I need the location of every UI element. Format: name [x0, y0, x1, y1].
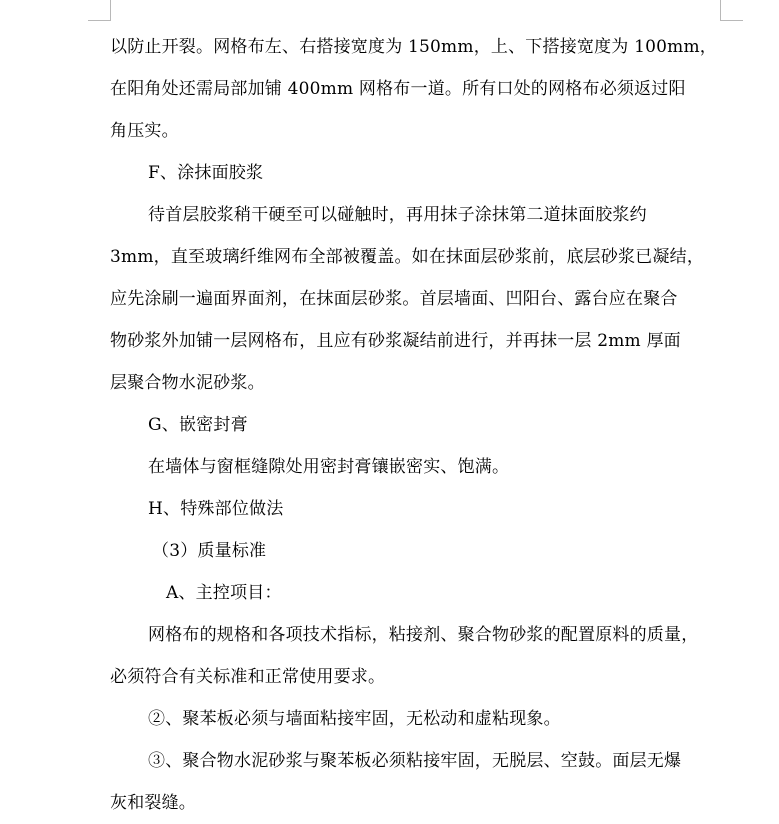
text-line: 必须符合有关标准和正常使用要求。: [110, 667, 386, 687]
text-line: 网格布的规格和各项技术指标，粘接剂、聚合物砂浆的配置原料的质量，: [148, 625, 699, 645]
crop-mark-top-left: [88, 0, 111, 21]
paragraph-mesh-spec: [110, 614, 720, 698]
crop-mark-top-right: [720, 0, 743, 21]
heading-f: [110, 152, 720, 194]
heading-text: A、主控项目：: [166, 583, 282, 603]
text-line: 角压实。: [110, 121, 179, 141]
text-line: 在墙体与窗框缝隙处用密封膏镶嵌密实、饱满。: [148, 457, 510, 477]
paragraph-finish-coat: [110, 194, 720, 404]
text-line: 3mm，直至玻璃纤维网布全部被覆盖。如在抹面层砂浆前，底层砂浆已凝结，: [110, 247, 705, 267]
heading-text: （3）质量标准: [152, 541, 267, 561]
heading-h: [110, 488, 720, 530]
paragraph-item-3: [110, 740, 720, 824]
document-body: [110, 26, 720, 824]
text-line: 应先涂刷一遍面界面剂，在抹面层砂浆。首层墙面、凹阳台、露台应在聚合: [110, 289, 678, 309]
paragraph-sealant: [110, 446, 720, 488]
paragraph-item-2: [110, 698, 720, 740]
heading-text: F、涂抹面胶浆: [148, 163, 264, 183]
heading-g: [110, 404, 720, 446]
heading-main-items: [110, 572, 720, 614]
text-line: 待首层胶浆稍干硬至可以碰触时，再用抹子涂抹第二道抹面胶浆约: [148, 205, 647, 225]
text-line: 以防止开裂。网格布左、右搭接宽度为 150mm，上、下搭接宽度为 100mm，: [110, 37, 717, 57]
text-line: 物砂浆外加铺一层网格布，且应有砂浆凝结前进行，并再抹一层 2mm 厚面: [110, 331, 681, 351]
heading-text: H、特殊部位做法: [148, 499, 284, 519]
heading-text: G、嵌密封膏: [148, 415, 248, 435]
text-line: ③、聚合物水泥砂浆与聚苯板必须粘接牢固，无脱层、空鼓。面层无爆: [148, 751, 682, 771]
text-line: 灰和裂缝。: [110, 793, 196, 813]
paragraph-mesh-overlap: [110, 26, 720, 152]
text-line: ②、聚苯板必须与墙面粘接牢固，无松动和虚粘现象。: [148, 709, 561, 729]
text-line: 层聚合物水泥砂浆。: [110, 373, 265, 393]
text-line: 在阳角处还需局部加铺 400mm 网格布一道。所有口处的网格布必须返过阳: [110, 79, 686, 99]
heading-quality-standard: [110, 530, 720, 572]
